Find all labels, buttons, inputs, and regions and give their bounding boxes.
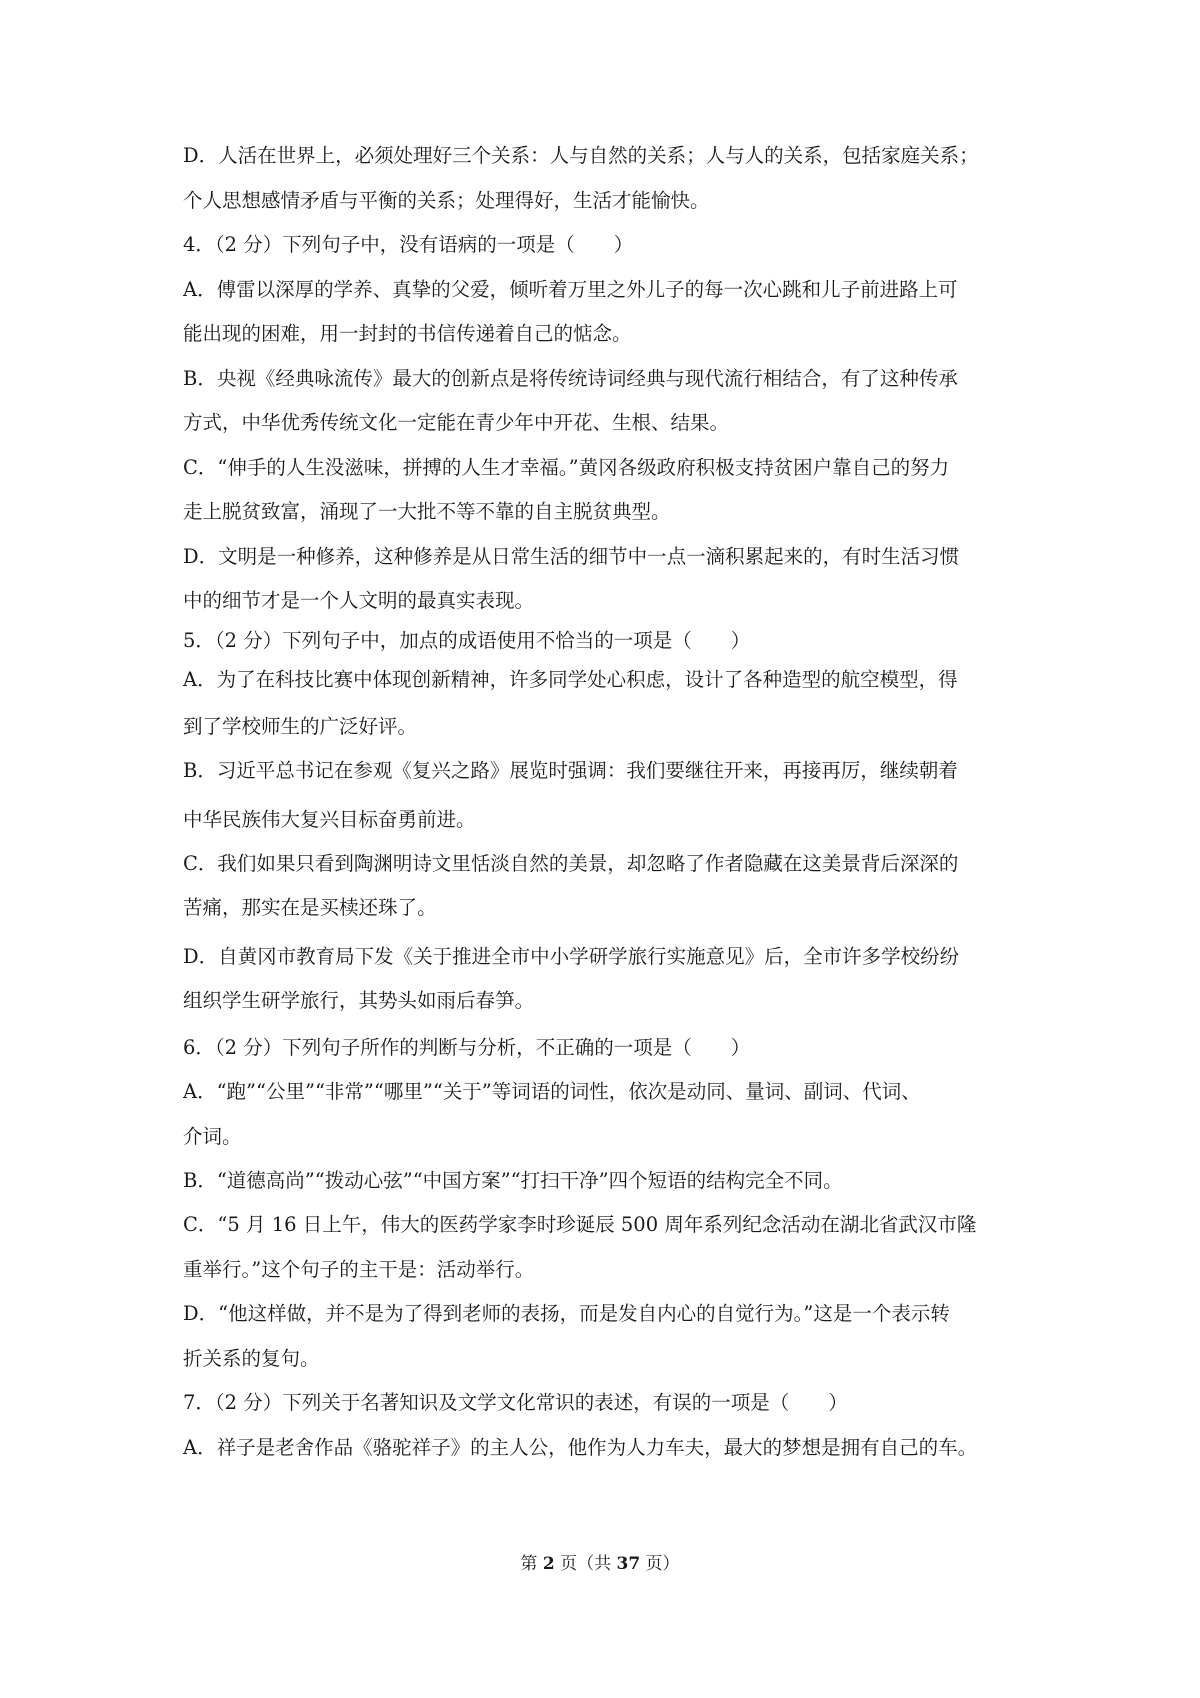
question-4-stem: 4．（2 分）下列句子中，没有语病的一项是（ ） [183,233,634,256]
q6-option-d: D．“他这样做，并不是为了得到老师的表扬，而是发自内心的自觉行为。”这是一个表示转 [183,1302,950,1325]
dotted-char: 积 [626,665,646,695]
dotted-char: 春 [476,986,496,1016]
text-line [183,893,1028,923]
text-line: 个人思想感情矛盾与平衡的关系；处理得好，生活才能愉快。 [183,189,710,212]
page-footer [0,1552,1200,1576]
dotted-char: 处 [587,665,607,695]
text-segment: 了。 [397,896,437,919]
footer-text: 页（共 [554,1554,617,1574]
text-line [183,986,1028,1016]
q6-option-c: C．“5 月 16 日上午，伟大的医药学家李时珍诞辰 500 周年系列纪念活动在湖北省武汉市隆 [183,1213,977,1236]
question-5-stem: 5．（2 分）下列句子中，加点的成语使用不恰当的一项是（ ） [183,629,751,652]
dotted-char: 买 [320,893,340,923]
dotted-idiom [685,759,763,782]
q5-option-a [183,665,1028,695]
q4-option-b: B．央视《经典咏流传》最大的创新点是将传统诗词经典与现代流行相结合，有了这种传承 [183,367,958,390]
text-segment: ，设计了各种造型的航空模型，得 [665,668,958,691]
dotted-idiom [320,896,398,919]
q6-option-a: A．“跑”“公里”“非常”“哪里”“关于”等词语的词性，依次是动同、量词、副词、代词、 [183,1080,921,1103]
text-line: 中华民族伟大复兴目标奋勇前进。 [183,808,476,831]
text-line: 能出现的困难，用一封封的书信传递着自己的惦念。 [183,322,632,345]
text-segment: 苦痛，那实在是 [183,896,320,919]
dotted-idiom [437,989,515,1012]
dotted-char: 珠 [378,893,398,923]
q4-option-c: C．“伸手的人生没滋味，拼搏的人生才幸福。”黄冈各级政府积极支持贫困户靠自己的努力 [183,456,950,479]
dotted-char: 椟 [339,893,359,923]
dotted-char: 继 [685,756,705,786]
q4-option-a: A．傅雷以深厚的学养、真挚的父爱，倾听着万里之外儿子的每一次心跳和儿子前进路上可 [183,278,958,301]
text-segment: 。 [514,989,535,1012]
dotted-char: 心 [607,665,627,695]
dotted-char: 后 [456,986,476,1016]
dotted-char: 来 [743,756,763,786]
text-segment: 组织学生研学旅行，其势头如 [183,989,437,1012]
page-total: 37 [616,1554,641,1574]
question-7-stem: 7．（2 分）下列关于名著知识及文学文化常识的表述，有误的一项是（ ） [183,1391,848,1414]
dotted-char: 雨 [437,986,457,1016]
text-line: 到了学校师生的广泛好评。 [183,715,418,738]
dotted-char: 开 [724,756,744,786]
footer-text: 页） [640,1554,680,1574]
q5-option-c: C．我们如果只看到陶渊明诗文里恬淡自然的美景，却忽略了作者隐藏在这美景背后深深的 [183,852,959,875]
text-line: D．人活在世界上，必须处理好三个关系：人与自然的关系；人与人的关系，包括家庭关系； [183,144,979,167]
text-line: 方式，中华优秀传统文化一定能在青少年中开花、生根、结果。 [183,411,730,434]
text-segment: ，再接再厉，继续朝着 [762,759,958,782]
q6-option-b: B．“道德高尚”“拨动心弦”“中国方案”“打扫干净”四个短语的结构完全不同。 [183,1169,843,1192]
q5-option-d: D．自黄冈市教育局下发《关于推进全市中小学研学旅行实施意见》后，全市许多学校纷纷 [183,945,960,968]
q4-option-d: D．文明是一种修养，这种修养是从日常生活的细节中一点一滴积累起来的，有时生活习惯 [183,545,960,568]
q7-option-a: A．祥子是老舍作品《骆驼祥子》的主人公，他作为人力车夫，最大的梦想是拥有自己的车。 [183,1436,978,1459]
dotted-idiom [587,668,665,691]
dotted-char: 还 [359,893,379,923]
text-line: 重举行。”这个句子的主干是：活动举行。 [183,1258,535,1281]
text-segment: A．为了在科技比赛中体现创新精神，许多同学 [183,668,588,691]
dotted-char: 虑 [646,665,666,695]
page-number: 2 [542,1554,555,1574]
dotted-char: 笋 [495,986,515,1016]
text-line: 介词。 [183,1125,242,1148]
text-line: 走上脱贫致富，涌现了一大批不等不靠的自主脱贫典型。 [183,500,671,523]
text-segment: B．习近平总书记在参观《复兴之路》展览时强调：我们要 [183,759,685,782]
q5-option-b [183,756,1028,786]
text-line: 中的细节才是一个人文明的最真实表现。 [183,589,535,612]
footer-text: 第 [520,1554,543,1574]
question-6-stem: 6．（2 分）下列句子所作的判断与分析，不正确的一项是（ ） [183,1036,751,1059]
text-line: 折关系的复句。 [183,1347,320,1370]
dotted-char: 往 [704,756,724,786]
